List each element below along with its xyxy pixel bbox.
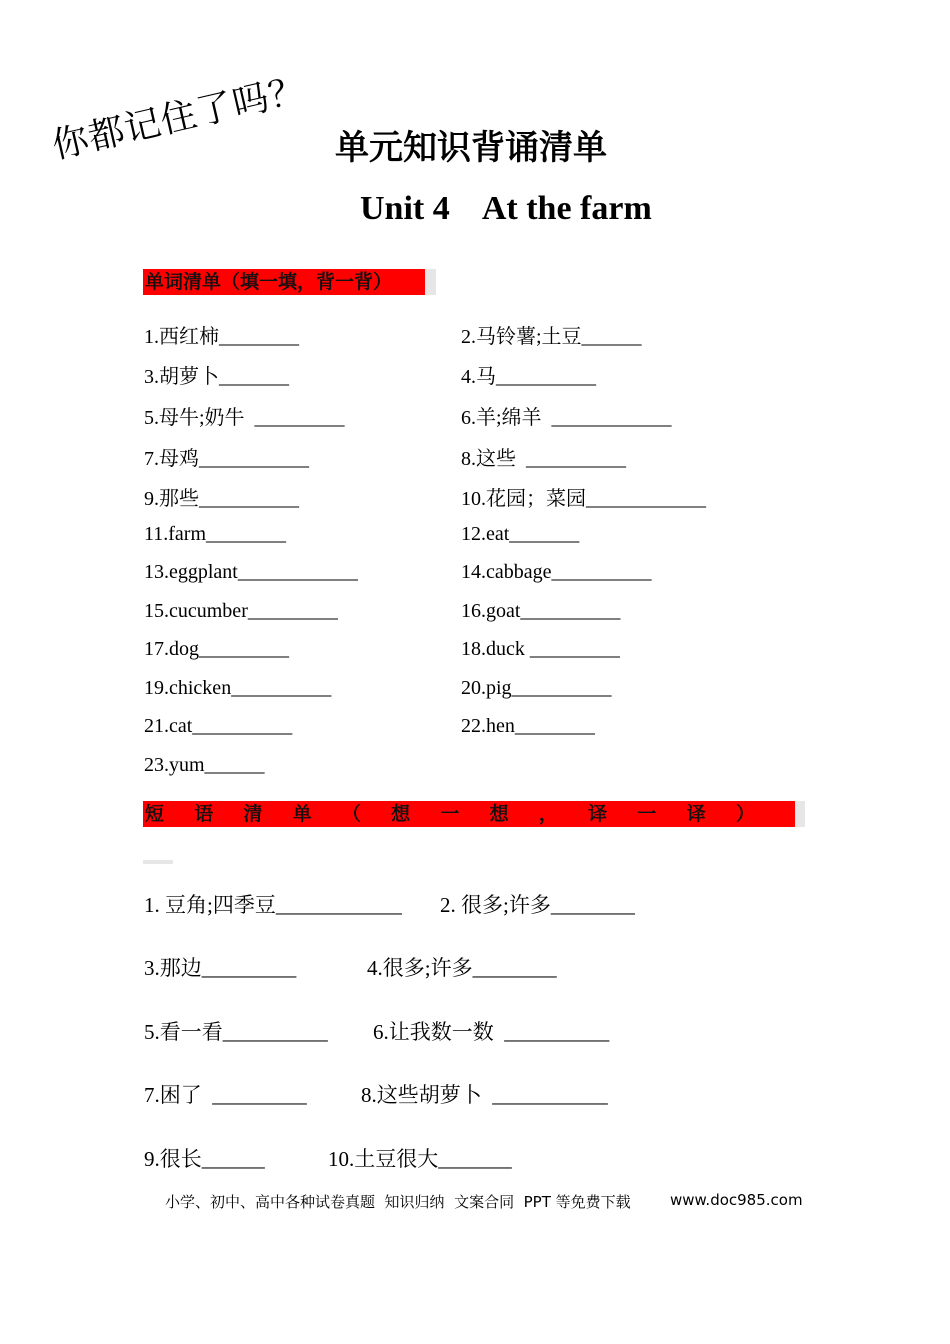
phrase-item: 4.很多;许多________: [367, 956, 557, 980]
unit-title: Unit 4 At the farm: [360, 190, 652, 227]
footer-text: 小学、初中、高中各种试卷真题 知识归纳 文案合同 PPT 等免费下载: [165, 1193, 631, 1211]
highlight-tail: [795, 801, 805, 827]
slogan: 你都记住了吗？: [48, 68, 310, 168]
phrase-heading-char: 一: [637, 803, 657, 825]
phrase-heading-char: ，: [538, 803, 558, 825]
vocab-heading: 单词清单（填一填，背一背）: [143, 269, 425, 295]
phrase-heading-char: 想: [391, 803, 411, 825]
vocab-item: 13.eggplant____________: [144, 561, 358, 583]
page-title: 单元知识背诵清单: [335, 128, 607, 168]
vocab-item: 19.chicken__________: [144, 677, 332, 699]
phrase-heading-char: 短: [145, 803, 165, 825]
phrase-item: 6.让我数一数 __________: [373, 1020, 610, 1044]
vocab-item: 1.西红柿________: [144, 326, 299, 348]
vocab-item: 17.dog_________: [144, 638, 289, 660]
vocab-item: 16.goat__________: [461, 600, 621, 622]
phrase-heading-char: 语: [194, 803, 214, 825]
phrase-heading-char: 译: [686, 803, 706, 825]
vocab-item: 3.胡萝卜_______: [144, 366, 289, 388]
vocab-item: 9.那些__________: [144, 488, 299, 510]
vocab-item: 14.cabbage__________: [461, 561, 652, 583]
vocab-item: 10.花园；菜园____________: [461, 488, 706, 510]
vocab-item: 22.hen________: [461, 715, 595, 737]
phrase-item: 10.土豆很大_______: [328, 1147, 512, 1171]
phrase-item: 7.困了 _________: [144, 1083, 307, 1107]
vocab-item: 15.cucumber_________: [144, 600, 338, 622]
vocab-item: 11.farm________: [144, 523, 287, 545]
phrase-heading-char: 清: [243, 803, 263, 825]
vocab-item: 6.羊;绵羊 ____________: [461, 407, 672, 429]
vocab-item: 23.yum______: [144, 754, 265, 776]
vocab-item: 7.母鸡___________: [144, 448, 309, 470]
phrase-item: 9.很长______: [144, 1147, 265, 1171]
phrase-heading-char: （: [341, 803, 361, 825]
vocab-item: 2.马铃薯;土豆______: [461, 326, 642, 348]
phrase-item: 5.看一看__________: [144, 1020, 328, 1044]
phrase-heading-char: 一: [440, 803, 460, 825]
phrase-heading-char: ）: [735, 803, 755, 825]
phrase-heading-char: 想: [489, 803, 509, 825]
divider: [143, 860, 173, 864]
phrase-heading-char: 译: [588, 803, 608, 825]
phrase-heading: [143, 801, 795, 827]
vocab-item: 21.cat__________: [144, 715, 293, 737]
phrase-item: 1. 豆角;四季豆____________: [144, 893, 402, 917]
phrase-heading-char: 单: [292, 803, 312, 825]
phrase-item: 2. 很多;许多________: [440, 893, 635, 917]
vocab-item: 5.母牛;奶牛 _________: [144, 407, 345, 429]
vocab-item: 20.pig__________: [461, 677, 612, 699]
phrase-item: 3.那边_________: [144, 956, 297, 980]
vocab-item: 8.这些 __________: [461, 448, 626, 470]
footer-url[interactable]: www.doc985.com: [670, 1191, 803, 1209]
vocab-item: 18.duck _________: [461, 638, 620, 660]
vocab-item: 4.马__________: [461, 366, 596, 388]
vocab-item: 12.eat_______: [461, 523, 580, 545]
phrase-item: 8.这些胡萝卜 ___________: [361, 1083, 608, 1107]
